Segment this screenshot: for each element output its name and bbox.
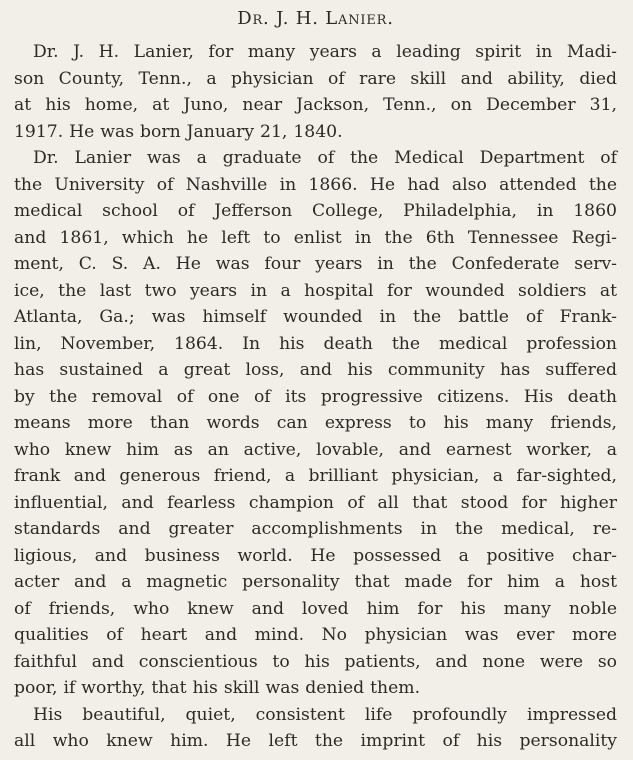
text-line: 1917. He was born January 21, 1840.	[14, 121, 343, 142]
text-line: of friends, who knew and loved him for his many noble	[14, 598, 617, 619]
text-line: lin, November, 1864. In his death the medical profession	[14, 333, 617, 354]
text-line: by the removal of one of its progressive citizens. His death	[14, 386, 617, 407]
text-line: Dr. J. H. Lanier, for many years a leading spirit in Madi-	[33, 42, 617, 62]
text-line: qualities of heart and mind. No physician was ever more	[14, 625, 617, 645]
text-line: and 1861, which he left to enlist in the 6th Tennessee Regi-	[14, 227, 617, 248]
text-line: ligious, and business world. He possessed a positive char-	[14, 545, 617, 566]
text-line: son County, Tenn., a physician of rare skill and ability, died	[14, 68, 617, 89]
text-line: ice, the last two years in a hospital for wounded soldiers at	[14, 280, 617, 301]
text-line: at his home, at Juno, near Jackson, Tenn., on December 31,	[14, 95, 617, 115]
text-line: ment, C. S. A. He was four years in the Confederate serv-	[14, 254, 617, 274]
text-line: Atlanta, Ga.; was himself wounded in the battle of Frank-	[14, 307, 617, 327]
text-line: faithful and conscientious to his patients, and none were so	[14, 651, 617, 672]
text-line: acter and a magnetic personality that made for him a host	[14, 572, 617, 592]
text-line: standards and greater accomplishments in the medical, re-	[14, 519, 617, 539]
text-line: frank and generous friend, a brilliant physician, a far-sighted,	[14, 466, 617, 486]
text-line: medical school of Jefferson College, Philadelphia, in 1860	[14, 201, 617, 221]
text-line: poor, if worthy, that his skill was denied them.	[14, 678, 421, 698]
text-line: the University of Nashville in 1866. He had also attended the	[14, 174, 617, 195]
text-line: all who knew him. He left the imprint of his personality	[14, 731, 617, 751]
text-line: influential, and fearless champion of all that stood for higher	[14, 492, 617, 513]
page-title: Dr. J. H. Lanier.	[237, 8, 394, 29]
text-line: means more than words can express to his many friends,	[14, 413, 617, 433]
text-line: Dr. Lanier was a graduate of the Medical Department of	[33, 148, 617, 168]
text-line: His beautiful, quiet, consistent life profoundly impressed	[33, 704, 617, 725]
body-text	[14, 39, 617, 755]
text-line: who knew him as an active, lovable, and earnest worker, a	[14, 439, 617, 460]
text-line: has sustained a great loss, and his community has suffered	[14, 360, 617, 380]
